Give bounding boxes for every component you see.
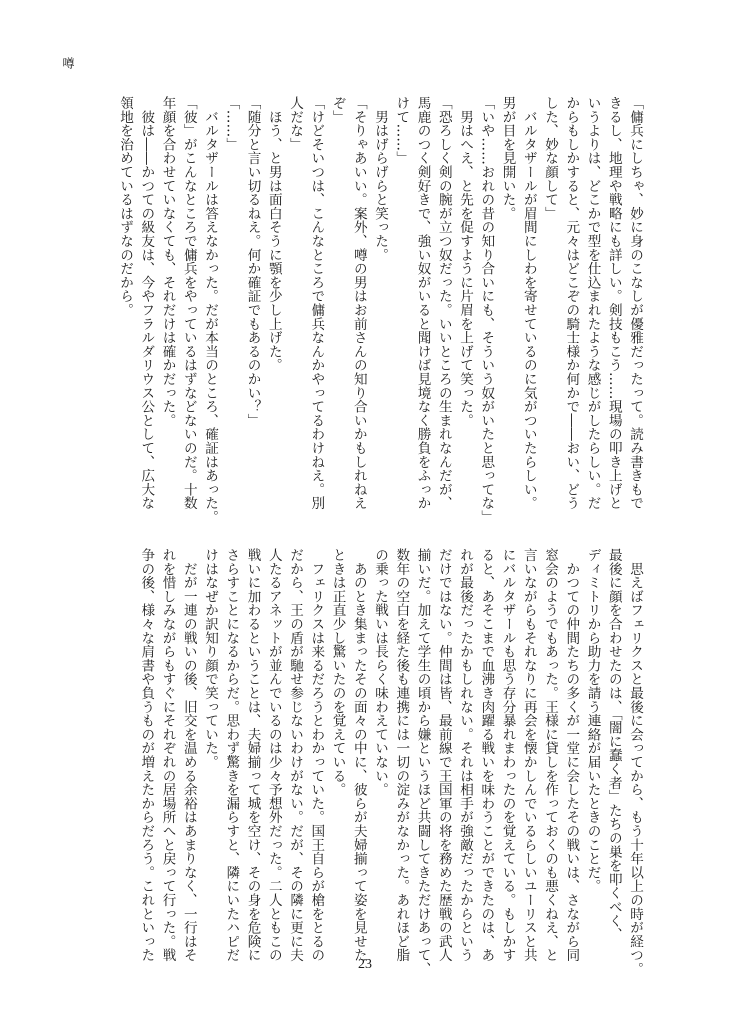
text-line: さらすことになるからだ。思わず驚きを漏らすと、隣にいたハピだ — [223, 548, 240, 962]
text-line: だから、王の盾が馳せ参じないわけがない。だが、その隣に更に夫 — [287, 548, 303, 962]
text-line: 「……」 — [223, 96, 240, 152]
text-line: 揃いだ。加えて学生の頃から嫌というほど共闘してきただけあって、 — [414, 548, 431, 976]
text-line: 「彼」がこんなところで傭兵をやっているはずなどないのだ。十数 — [180, 96, 197, 510]
text-line: 領地を治めているはずなのだから。 — [117, 96, 133, 317]
text-line: れを惜しみながらもすぐにそれぞれの居場所へと戻って行った。戦 — [159, 548, 176, 962]
text-line: 最後に顔を合わせたのは、「闇に蠢く者」たちの巣を叩くべく、 — [605, 548, 622, 942]
text-line: 馬鹿のつく剣好きで、強い奴がいると聞けば見境なく勝負をふっか — [414, 96, 431, 510]
text-line: 「けどそいつは、こんなところで傭兵なんかやってるわけねえ。別 — [308, 96, 325, 510]
page-number: 23 — [358, 957, 372, 972]
text-line: きるし、地理や戦略にも詳しい。剣技もこう……現場の叩き上げと — [605, 96, 622, 510]
text-line: フェリクスは来るだろうとわかっていた。国王自らが槍をとるの — [308, 548, 325, 962]
text-line: れが最後だったかもしれない。それは相手が強敵だったからという — [457, 548, 473, 962]
upper-text-block — [95, 96, 645, 524]
text-line: だけではない。仲間は皆、最前線で王国軍の将を務めた歴戦の武人 — [435, 548, 452, 962]
text-line: 男はへえ、と先を促すように片眉を上げて笑った。 — [457, 96, 473, 428]
text-line: かつての仲間たちの多くが一堂に会したその戦いは、さながら同 — [563, 548, 580, 962]
text-line: 「傭兵にしちゃ、妙に身のこなしが優雅だったって。読み書きもで — [627, 96, 643, 510]
text-line: 「そりゃあいい。案外、噂の男はお前さんの知り合いかもしれねえ — [350, 96, 367, 510]
text-line: 数年の空白を経た後も連携には一切の淀みがなかった。あれほど脂 — [393, 548, 410, 962]
running-title: 噂 — [61, 57, 75, 69]
text-line: にバルタザールも思う存分暴れまわったのを覚えている。もしかす — [499, 548, 516, 962]
text-line: 争の後、様々な肩書や負うものが増えたからだろう。これといった — [138, 548, 155, 962]
text-line: だが一連の戦いの後、旧交を温める余裕はあまりなく、一行はそ — [180, 548, 197, 962]
text-line: けて……」 — [393, 96, 410, 165]
text-line: 「いや……おれの昔の知り合いにも、そういう奴がいたと思ってな」 — [478, 96, 495, 524]
text-line: ほう、と男は面白そうに顎を少し上げた。 — [265, 96, 282, 372]
text-line: あのとき集まったその面々の中に、彼らが夫婦揃って姿を見せた — [350, 548, 367, 962]
text-line: ると、あそこまで血沸き肉躍る戦いを味わうことができたのは、あ — [478, 548, 495, 962]
text-line: バルタザールは答えなかった。だが本当のところ、確証はあった。 — [202, 96, 218, 524]
text-line: ぞ」 — [329, 96, 346, 124]
text-line: からもしかすると、元々はどこぞの騎士様か何かで――おい、どう — [563, 96, 580, 510]
text-line: けはなぜか訳知り顔で笑っていた。 — [202, 548, 218, 769]
text-line: ディミトリから助力を請う連絡が届いたときのことだ。 — [584, 548, 601, 893]
text-line: 思えばフェリクスと最後に会ってから、もう十年以上の時が経つ。 — [627, 548, 643, 976]
text-line: 男はげらげらと笑った。 — [372, 96, 388, 262]
text-line: いうよりは、どこかで型を仕込まれたような感じがしたらしい。だ — [584, 96, 601, 510]
text-line: 年顔を合わせていなくても、それだけは確かだった。 — [159, 96, 176, 428]
text-line: 彼は――かつての級友は、今やフラルダリウス公として、広大な — [138, 96, 155, 510]
text-line: ときは正直少し驚いたのを覚えている。 — [329, 548, 346, 797]
text-line: 人だな」 — [287, 96, 303, 152]
text-line: 人たるアネットが並んでいるのは少々予想外だった。二人ともこの — [265, 548, 282, 962]
text-line: 戦いに加わるということは、夫婦揃って城を空け、その身を危険に — [244, 548, 261, 962]
text-line: 「随分と言い切るねえ。何か確証でもあるのかい？」 — [244, 96, 261, 428]
text-line: 男が目を見開いた。 — [499, 96, 516, 221]
text-line: 「恐ろしく剣の腕が立つ奴だった。いいところの生まれなんだが、 — [435, 96, 452, 510]
text-line: の乗った戦いは長らく味わえていない。 — [372, 548, 388, 797]
text-line: バルタザールが眉間にしわを寄せているのに気がついたらしい。 — [520, 96, 537, 510]
text-line: した、妙な顔して」 — [542, 96, 558, 221]
text-line: 窓会のようでもあった。王様に貸しを作っておくのも悪くねえ、と — [542, 548, 558, 962]
text-line: 言いながらもそれなりに再会を懐かしんでいるらしいユーリスと共 — [520, 548, 537, 962]
